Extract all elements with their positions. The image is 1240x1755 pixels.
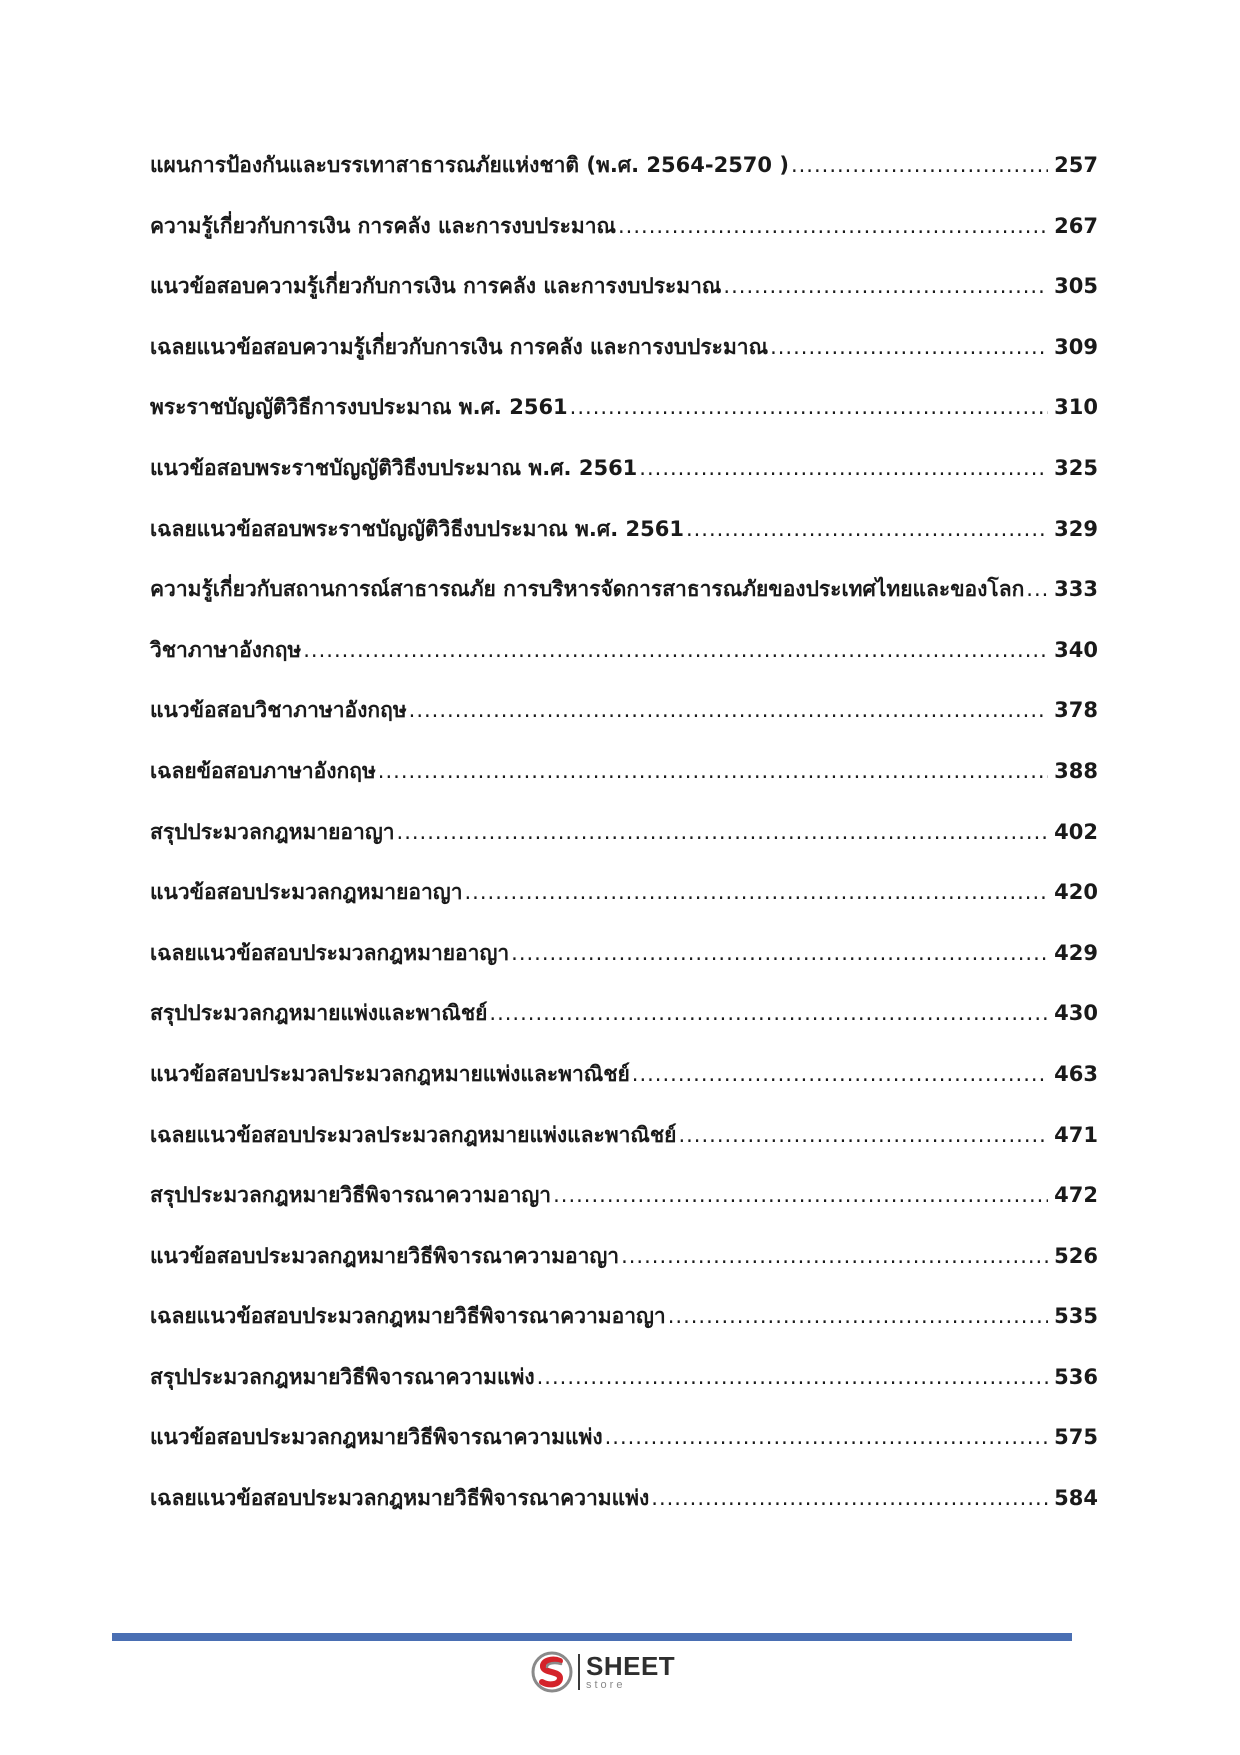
toc-entry-title: สรุปประมวลกฎหมายอาญา [150,819,395,844]
toc-entry[interactable] [150,453,1098,514]
toc-entry[interactable] [150,756,1098,817]
toc-dot-leader [303,635,1048,665]
toc-dot-leader [605,1422,1049,1452]
toc-entry-page: 471 [1054,1122,1098,1147]
toc-dot-leader [686,514,1048,544]
table-of-contents [150,150,1098,1544]
toc-entry[interactable] [150,271,1098,332]
logo-divider [578,1654,580,1690]
toc-dot-leader [668,1301,1048,1331]
toc-entry-page: 430 [1054,1001,1098,1026]
toc-entry[interactable] [150,1180,1098,1241]
toc-entry-title: เฉลยแนวข้อสอบประมวลประมวลกฎหมายแพ่งและพาณิชย์ [150,1122,677,1147]
toc-entry-page: 257 [1054,153,1098,177]
toc-entry-title: แนวข้อสอบพระราชบัญญัติวิธีงบประมาณ พ.ศ. 2561 [150,455,638,480]
toc-entry[interactable] [150,392,1098,453]
toc-entry-page: 584 [1054,1486,1098,1511]
toc-entry-page: 402 [1054,819,1098,844]
logo-wordmark-sub: store [586,1679,626,1691]
toc-dot-leader [537,1362,1049,1392]
toc-entry-page: 526 [1054,1243,1098,1268]
toc-entry-page: 420 [1054,880,1098,905]
toc-entry-page: 429 [1054,940,1098,965]
toc-dot-leader [553,1180,1048,1210]
toc-dot-leader [511,938,1048,968]
toc-entry-title: แนวข้อสอบความรู้เกี่ยวกับการเงิน การคลัง และการงบประมาณ [150,274,722,299]
toc-dot-leader [1026,574,1048,604]
toc-entry-title: เฉลยแนวข้อสอบประมวลกฎหมายวิธีพิจารณาความอาญา [150,1304,666,1329]
toc-entry-page: 305 [1054,274,1098,299]
toc-dot-leader [570,392,1048,422]
toc-entry-title: วิชาภาษาอังกฤษ [150,637,302,662]
toc-entry[interactable] [150,514,1098,575]
toc-entry-page: 536 [1054,1364,1098,1389]
toc-entry-page: 340 [1054,637,1098,662]
toc-entry-page: 472 [1054,1183,1098,1208]
toc-entry-page: 267 [1054,213,1098,238]
toc-entry-title: ความรู้เกี่ยวกับการเงิน การคลัง และการงบประมาณ [150,213,616,238]
toc-entry-title: แนวข้อสอบประมวลประมวลกฎหมายแพ่งและพาณิชย์ [150,1061,630,1086]
toc-entry[interactable] [150,1422,1098,1483]
toc-dot-leader [791,150,1048,180]
toc-entry[interactable] [150,695,1098,756]
toc-entry-page: 388 [1054,758,1098,783]
toc-entry[interactable] [150,817,1098,878]
toc-entry[interactable] [150,211,1098,272]
toc-entry-page: 575 [1054,1425,1098,1450]
toc-entry-title: สรุปประมวลกฎหมายวิธีพิจารณาความแพ่ง [150,1364,535,1389]
toc-entry[interactable] [150,1362,1098,1423]
toc-entry-title: แนวข้อสอบประมวลกฎหมายวิธีพิจารณาความแพ่ง [150,1425,603,1450]
toc-dot-leader [678,1120,1048,1150]
toc-entry-title: แผนการป้องกันและบรรเทาสาธารณภัยแห่งชาติ (พ.ศ. 2564-2570 ) [150,153,789,177]
toc-entry-title: เฉลยข้อสอบภาษาอังกฤษ [150,758,376,783]
toc-dot-leader [632,1059,1048,1089]
toc-entry[interactable] [150,574,1098,635]
footer-logo [530,1648,690,1696]
toc-entry-title: เฉลยแนวข้อสอบพระราชบัญญัติวิธีงบประมาณ พ.ศ. 2561 [150,516,684,541]
toc-dot-leader [378,756,1048,786]
toc-entry-title: เฉลยแนวข้อสอบประมวลกฎหมายอาญา [150,940,510,965]
toc-entry[interactable] [150,877,1098,938]
toc-entry[interactable] [150,938,1098,999]
toc-dot-leader [618,211,1048,241]
sheet-store-s-logo-icon [530,1650,574,1694]
toc-entry-page: 309 [1054,334,1098,359]
toc-entry-title: เฉลยแนวข้อสอบความรู้เกี่ยวกับการเงิน การคลัง และการงบประมาณ [150,334,769,359]
toc-entry[interactable] [150,1059,1098,1120]
toc-entry-page: 329 [1054,516,1098,541]
toc-entry[interactable] [150,1241,1098,1302]
toc-entry[interactable] [150,1120,1098,1181]
toc-dot-leader [651,1483,1048,1513]
toc-dot-leader [621,1241,1048,1271]
toc-dot-leader [770,332,1048,362]
toc-entry[interactable] [150,1483,1098,1544]
toc-entry-page: 310 [1054,395,1098,420]
toc-entry-page: 535 [1054,1304,1098,1329]
toc-entry-page: 325 [1054,455,1098,480]
toc-entry[interactable] [150,1301,1098,1362]
toc-entry-title: สรุปประมวลกฎหมายวิธีพิจารณาความอาญา [150,1183,552,1208]
toc-entry-page: 378 [1054,698,1098,723]
toc-entry-page: 333 [1054,577,1098,602]
toc-entry-title: ความรู้เกี่ยวกับสถานการณ์สาธารณภัย การบริหารจัดการสาธารณภัยของประเทศไทยและของโลก [150,577,1025,602]
toc-entry-title: แนวข้อสอบประมวลกฎหมายวิธีพิจารณาความอาญา [150,1243,620,1268]
toc-entry[interactable] [150,150,1098,211]
toc-entry-title: พระราชบัญญัติวิธีการงบประมาณ พ.ศ. 2561 [150,395,568,420]
toc-dot-leader [639,453,1048,483]
toc-entry[interactable] [150,332,1098,393]
toc-entry[interactable] [150,635,1098,696]
toc-entry-page: 463 [1054,1061,1098,1086]
toc-dot-leader [465,877,1049,907]
toc-entry-title: แนวข้อสอบวิชาภาษาอังกฤษ [150,698,407,723]
toc-dot-leader [397,817,1049,847]
logo-wordmark [586,1653,675,1691]
toc-dot-leader [723,271,1048,301]
logo-wordmark-main: SHEET [586,1651,676,1681]
toc-dot-leader [489,998,1048,1028]
toc-entry[interactable] [150,998,1098,1059]
toc-entry-title: แนวข้อสอบประมวลกฎหมายอาญา [150,880,463,905]
footer-divider [112,1633,1072,1641]
toc-dot-leader [409,695,1049,725]
toc-entry-title: เฉลยแนวข้อสอบประมวลกฎหมายวิธีพิจารณาความแพ่ง [150,1486,650,1511]
toc-entry-title: สรุปประมวลกฎหมายแพ่งและพาณิชย์ [150,1001,488,1026]
